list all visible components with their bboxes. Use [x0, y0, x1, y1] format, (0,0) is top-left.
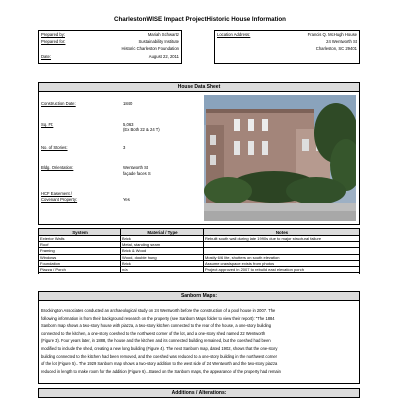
sanborn-line: following information is from their background research on the property (see Sanborn Maps folder to view their report): "The 1884: [41, 315, 275, 321]
material-cell: Brick & Wood: [121, 248, 204, 253]
easement-label-1: HCF Easement /: [41, 191, 72, 196]
location-line-3: Charleston, SC 29401: [315, 46, 357, 51]
header-material: Material / Type: [121, 229, 204, 235]
document-title: CharlestonWISE Impact ProjectHistoric House Information: [114, 16, 286, 23]
sq-ft-label: Sq. Ft:: [41, 122, 54, 127]
sanborn-line: building connected to the kitchen had been removed, and the coeshed was reduced to a one-story building in the northwest corner: [41, 353, 277, 359]
material-cell: Brick: [121, 236, 204, 241]
house-data-sheet-body: [38, 91, 360, 225]
easement-value: Yes: [123, 197, 130, 202]
prepared-by-label: Prepared by:: [41, 32, 65, 37]
prepared-info-box: [38, 30, 182, 64]
prepared-for-value-2: Historic Charleston Foundation: [121, 46, 179, 51]
table-row: [39, 267, 359, 273]
sanborn-line: reduced in length to make room for the addition (Figure 6)...Based on the Sanborn maps, the appearance of the property had remain: [41, 368, 281, 374]
system-cell: Framing: [39, 248, 121, 253]
notes-cell: Project approved in 2007 to rebuild east elevation porch: [205, 266, 304, 272]
easement-label-2: Covenant Property:: [41, 197, 78, 202]
orientation-label: Bldg. Orientation:: [41, 165, 74, 170]
system-cell: Foundation: [39, 261, 121, 266]
system-cell: Exterior Walls: [39, 236, 121, 241]
notes-cell: [204, 248, 359, 253]
header-system: System: [39, 229, 121, 235]
location-label: Location Address:: [217, 32, 251, 37]
material-cell: Metal, standing seam: [121, 242, 204, 247]
notes-cell: Rebuilt south wall during late 1990s due to major structural failure: [205, 236, 322, 241]
additions-heading: Additions / Alterations:: [38, 388, 360, 398]
location-box: [214, 30, 360, 64]
orientation-note: façade faces S: [123, 171, 151, 176]
notes-cell: [204, 242, 359, 247]
date-label: Date:: [41, 54, 52, 59]
system-cell: Windows: [39, 255, 121, 260]
notes-cell: Mostly 6/6 lite, shutters on south elevation: [205, 254, 280, 260]
sanborn-heading: Sanborn Maps:: [38, 291, 360, 301]
construction-date-label: Construction Date:: [41, 101, 76, 106]
construction-date-value: 1840: [123, 101, 133, 106]
material-cell: n/a: [121, 267, 204, 272]
system-cell: Roof: [39, 242, 121, 247]
system-cell: Piazza / Porch: [39, 267, 121, 272]
stories-label: No. of Stories:: [41, 145, 68, 150]
prepared-for-value-1: Sustainability Institute: [138, 39, 179, 44]
orientation-value: Wentworth St: [123, 165, 149, 170]
sanborn-line: connected to the kitchen, a one-story coeshed to the northwest corner of the lot, and a one-story shed named 22 Wentworth: [41, 330, 266, 336]
sq-ft-value: 5,063: [123, 122, 134, 127]
sanborn-line: Brockington Associates conducted an archaeological study on 24 Wentworth before the construction of a pool house in 2007. The: [41, 308, 276, 313]
systems-table-header: [39, 229, 359, 236]
house-data-sheet-heading: House Data Sheet: [38, 82, 360, 92]
systems-table: [38, 228, 360, 274]
house-photo: [204, 95, 356, 221]
stories-value: 3: [123, 145, 126, 150]
material-cell: Wood, double hung: [121, 255, 204, 260]
notes-cell: Assume crawlspace exists from photos: [205, 260, 275, 266]
sanborn-line: modified to include the shed, creating a new long building (Figure 4). The next Sanborn map, dated 1902, shows that the one-story: [41, 345, 278, 351]
prepared-by-value: Mariah Schwartz: [147, 32, 179, 37]
sanborn-line: Sanborn map shows a two-story house with piazza, a two-story kitchen connected to the rear of the house, a one-story building: [41, 323, 272, 329]
sanborn-body: [38, 300, 360, 384]
location-line-1: Francis Q. McHugh House: [307, 32, 357, 37]
material-cell: Brick: [121, 261, 204, 266]
sq-ft-note: (Ex Both 22 & 24 T): [123, 127, 160, 132]
header-notes: Notes: [275, 230, 289, 235]
sanborn-line: (Figure 3). Four years later, in 1888, the house and the kitchen and its connected building remained, but the coeshed had been: [41, 338, 271, 344]
location-line-2: 24 Wentworth St: [326, 39, 357, 44]
prepared-for-label: Prepared for:: [41, 39, 66, 44]
date-value: August 22, 2011: [148, 54, 179, 59]
sanborn-line: of the lot (Figure 5).. The 1929 Sanborn map shows a two-story addition to the west side of 24 Wentworth and the two-story piazza: [41, 361, 278, 367]
